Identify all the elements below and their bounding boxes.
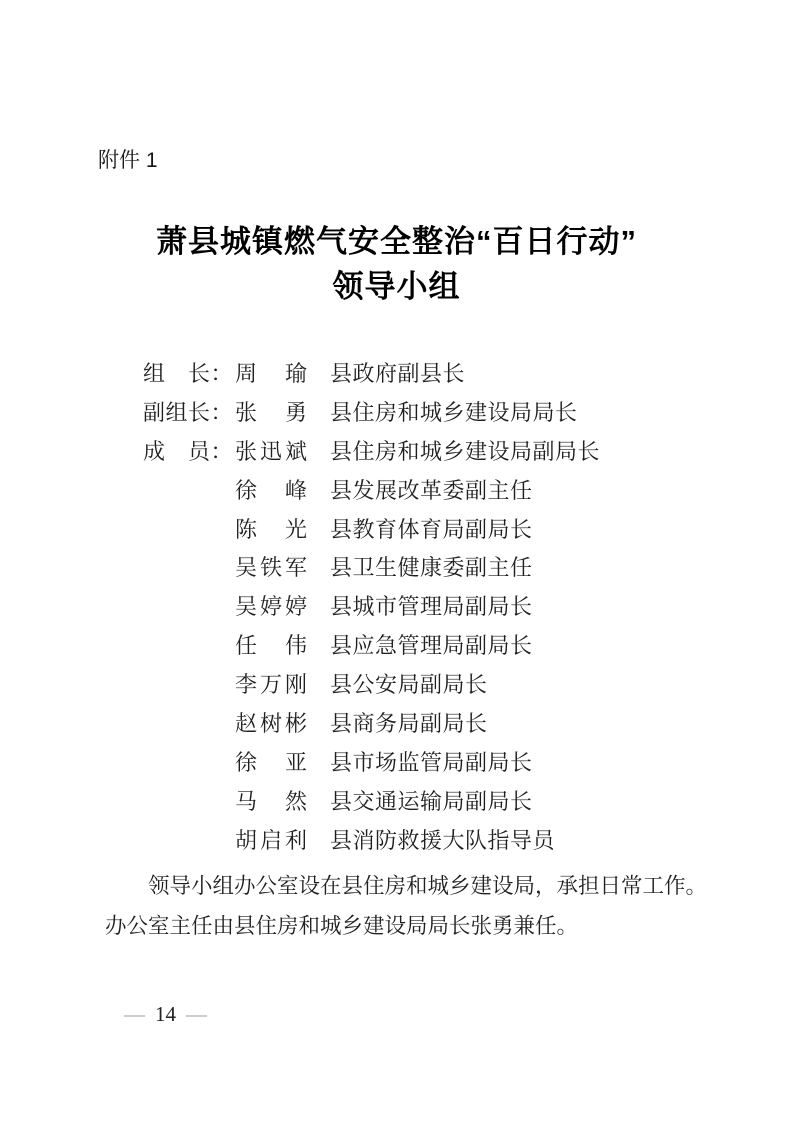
roster-job-title: 县住房和城乡建设局局长 <box>330 399 578 425</box>
paragraph-line-2: 办公室主任由县住房和城乡建设局局长张勇兼任。 <box>105 914 579 938</box>
roster-name: 吴婷婷 <box>235 594 311 620</box>
roster-role: 组 长： <box>143 360 234 386</box>
roster-name: 陈 光 <box>235 516 311 542</box>
roster-row-member <box>143 781 600 820</box>
paragraph-line-1: 领导小组办公室设在县住房和城乡建设局，承担日常工作。 <box>148 874 708 898</box>
roster-name: 马 然 <box>235 788 311 814</box>
roster-row-member <box>143 470 600 509</box>
roster-job-title: 县应急管理局副局长 <box>330 633 533 659</box>
roster-name: 任 伟 <box>235 633 311 659</box>
roster-row-member <box>143 547 600 586</box>
roster-name: 周 瑜 <box>235 360 311 386</box>
roster-role: 成 员： <box>143 438 234 464</box>
roster-job-title: 县消防救援大队指导员 <box>330 827 556 853</box>
roster-row-member <box>143 509 600 548</box>
roster-job-title: 县政府副县长 <box>330 360 466 386</box>
roster-row-member <box>143 664 600 703</box>
page-number: 14 <box>155 1001 176 1026</box>
leadership-roster <box>143 353 600 859</box>
document-title-line-2: 领导小组 <box>332 269 461 304</box>
document-title <box>0 219 793 309</box>
roster-job-title: 县发展改革委副主任 <box>330 477 533 503</box>
roster-role: 副组长： <box>143 399 234 425</box>
attachment-label: 附件 1 <box>98 149 158 172</box>
roster-job-title: 县城市管理局副局长 <box>330 594 533 620</box>
roster-name: 张 勇 <box>235 399 311 425</box>
page-footer <box>124 1002 207 1026</box>
roster-name: 李万刚 <box>235 672 311 698</box>
roster-name: 徐 亚 <box>235 749 311 775</box>
roster-row-leader <box>143 353 600 392</box>
roster-row-member <box>143 625 600 664</box>
roster-name: 张迅斌 <box>235 438 311 464</box>
roster-name: 胡启利 <box>235 827 311 853</box>
roster-job-title: 县市场监管局副局长 <box>330 749 533 775</box>
roster-name: 吴铁军 <box>235 555 311 581</box>
roster-job-title: 县卫生健康委副主任 <box>330 555 533 581</box>
roster-row-member <box>143 742 600 781</box>
roster-job-title: 县商务局副局长 <box>330 710 488 736</box>
roster-row-member <box>143 703 600 742</box>
page-number-dash-right: — <box>186 1001 207 1026</box>
roster-row-member <box>143 586 600 625</box>
roster-row-deputy-leader <box>143 392 600 431</box>
roster-row-member <box>143 431 600 470</box>
roster-row-member <box>143 820 600 859</box>
document-title-line-1: 萧县城镇燃气安全整治“百日行动” <box>156 224 637 259</box>
roster-job-title: 县住房和城乡建设局副局长 <box>330 438 601 464</box>
roster-name: 赵树彬 <box>235 710 311 736</box>
office-paragraph <box>105 866 725 946</box>
page-number-dash-left: — <box>124 1001 145 1026</box>
roster-name: 徐 峰 <box>235 477 311 503</box>
roster-job-title: 县教育体育局副局长 <box>330 516 533 542</box>
roster-job-title: 县公安局副局长 <box>330 672 488 698</box>
roster-job-title: 县交通运输局副局长 <box>330 788 533 814</box>
